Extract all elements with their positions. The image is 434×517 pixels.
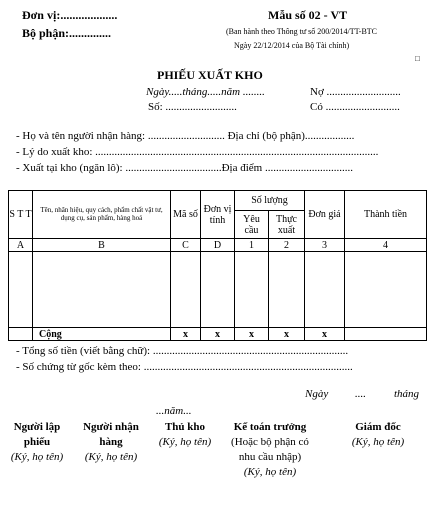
attached-documents: - Số chứng từ gốc kèm theo: ............................................................................ bbox=[16, 361, 353, 373]
document-title: PHIẾU XUẤT KHO bbox=[157, 68, 263, 82]
total-in-words: - Tổng số tiền (viết bằng chữ): ....................................................................... bbox=[16, 345, 349, 357]
signature-title: Thủ kho bbox=[164, 421, 206, 433]
total-mark: x bbox=[269, 328, 305, 341]
header-quantity: Số lượng bbox=[235, 191, 305, 211]
signature-title: Giám đốc bbox=[355, 421, 401, 433]
signature-note: (Ký, họ tên) bbox=[158, 436, 212, 448]
total-mark: x bbox=[171, 328, 201, 341]
total-mark: x bbox=[201, 328, 235, 341]
signature-note: (Hoặc bộ phận có nhu cầu nhập) bbox=[231, 436, 309, 463]
signature-preparer bbox=[6, 420, 68, 465]
sign-date-day: Ngày bbox=[305, 388, 329, 400]
header-code: Mã số bbox=[171, 191, 201, 239]
circular-date: Ngày 22/12/2014 của Bộ Tài chính) bbox=[234, 41, 350, 50]
code-cell: 4 bbox=[345, 239, 427, 252]
blank-item-row bbox=[9, 252, 427, 328]
code-cell: D bbox=[201, 239, 235, 252]
code-cell: 3 bbox=[305, 239, 345, 252]
receiver-field: - Họ và tên người nhận hàng: ............................ Địa chỉ (bộ phận).................. bbox=[16, 130, 355, 142]
form-number: Mẫu số 02 - VT bbox=[268, 8, 348, 22]
code-cell: C bbox=[171, 239, 201, 252]
checkbox-mark: □ bbox=[415, 54, 420, 63]
department-field: Bộ phận:.............. bbox=[22, 26, 112, 40]
sign-date-dots: .... bbox=[355, 388, 366, 400]
signature-storekeeper bbox=[154, 420, 216, 450]
signature-title: Người lập phiếu bbox=[13, 421, 61, 448]
signature-title: Kế toán trưởng bbox=[233, 421, 307, 433]
signature-note: (Ký, họ tên) bbox=[10, 451, 64, 463]
header-stt: S T T bbox=[9, 191, 33, 239]
items-table bbox=[8, 190, 427, 341]
header-amount: Thành tiền bbox=[345, 191, 427, 239]
signature-receiver bbox=[80, 420, 142, 465]
unit-field: Đơn vị:................... bbox=[22, 8, 118, 22]
code-cell: B bbox=[33, 239, 171, 252]
header-qty-requested: Yêu cầu bbox=[235, 211, 269, 239]
circular-reference: (Ban hành theo Thông tư số 200/2014/TT-BTC bbox=[226, 27, 377, 36]
reason-field: - Lý do xuất kho: ....................................................................................................... bbox=[16, 146, 379, 158]
header-item-name: Tên, nhãn hiệu, quy cách, phẩm chất vật tư, dụng cụ, sản phẩm, hàng hoá bbox=[33, 191, 171, 239]
code-cell: A bbox=[9, 239, 33, 252]
code-cell: 1 bbox=[235, 239, 269, 252]
total-mark: x bbox=[235, 328, 269, 341]
number-line: Số: .......................... bbox=[148, 101, 237, 113]
signature-director bbox=[330, 420, 426, 450]
date-line: Ngày.....tháng.....năm ........ bbox=[146, 86, 265, 98]
code-row bbox=[9, 239, 427, 252]
signature-note: (Ký, họ tên) bbox=[351, 436, 405, 448]
total-label: Cộng bbox=[33, 328, 171, 341]
total-row bbox=[9, 328, 427, 341]
code-cell: 2 bbox=[269, 239, 305, 252]
credit-line: Có ........................... bbox=[310, 101, 400, 113]
warehouse-field: - Xuất tại kho (ngăn lô): ...................................Địa điểm ................................ bbox=[16, 162, 353, 174]
sign-date-month: tháng bbox=[394, 388, 420, 400]
sign-date-year: ...năm... bbox=[156, 405, 192, 417]
header-qty-actual: Thực xuất bbox=[269, 211, 305, 239]
signature-note: (Ký, họ tên) bbox=[84, 451, 138, 463]
header-unit: Đơn vị tính bbox=[201, 191, 235, 239]
debit-line: Nợ ........................... bbox=[310, 86, 401, 98]
header-price: Đơn giá bbox=[305, 191, 345, 239]
signature-title: Người nhận hàng bbox=[83, 421, 139, 448]
signature-chief-accountant bbox=[226, 420, 314, 480]
signature-sign-note: (Ký, họ tên) bbox=[243, 466, 297, 478]
total-mark: x bbox=[305, 328, 345, 341]
